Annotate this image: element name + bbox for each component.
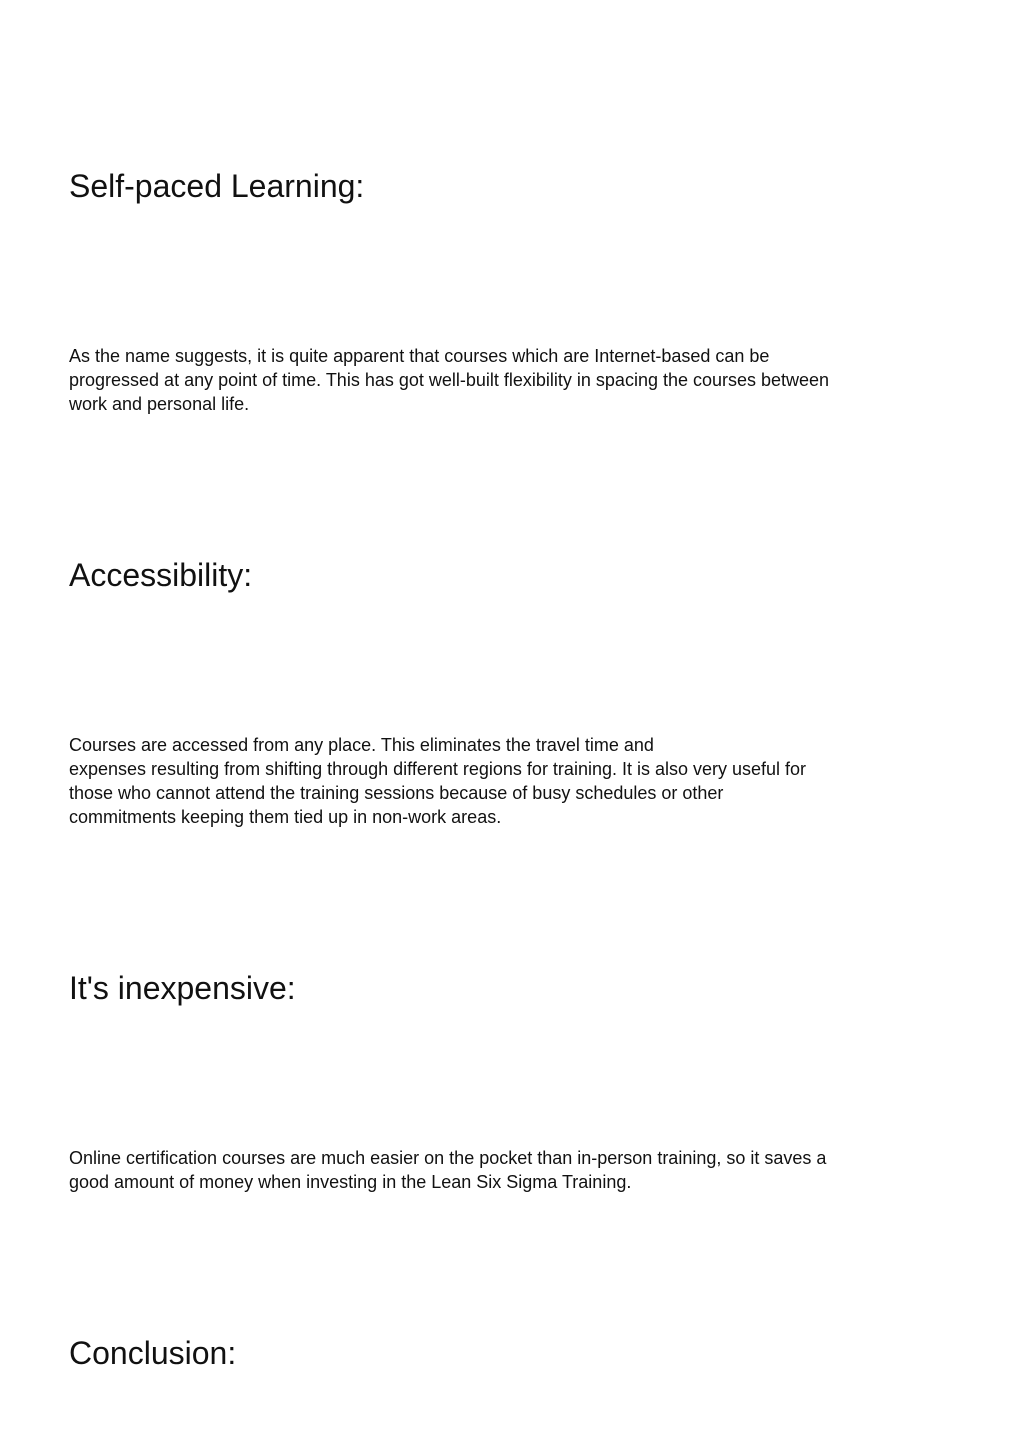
- section-body-accessibility: [69, 733, 959, 829]
- body-line: good amount of money when investing in the Lean Six Sigma Training.: [69, 1172, 632, 1192]
- body-line: progressed at any point of time. This has got well-built flexibility in spacing the courses between: [69, 370, 830, 390]
- section-heading-inexpensive: It's inexpensive:: [69, 970, 296, 1006]
- body-line: expenses resulting from shifting through different regions for training. It is also very useful for: [69, 759, 807, 779]
- section-heading-conclusion: Conclusion:: [69, 1335, 237, 1371]
- body-line: Online certification courses are much easier on the pocket than in-person training, so it saves a: [69, 1148, 827, 1168]
- section-heading-self-paced-learning: Self-paced Learning:: [69, 168, 365, 204]
- section-body-self-paced-learning: [69, 344, 959, 416]
- body-line: commitments keeping them tied up in non-work areas.: [69, 807, 502, 827]
- body-line: work and personal life.: [69, 394, 250, 414]
- body-line: those who cannot attend the training sessions because of busy schedules or other: [69, 783, 724, 803]
- body-line: Courses are accessed from any place. This eliminates the travel time and: [69, 735, 654, 755]
- section-body-inexpensive: [69, 1146, 959, 1194]
- section-heading-accessibility: Accessibility:: [69, 557, 253, 593]
- body-line: As the name suggests, it is quite apparent that courses which are Internet-based can be: [69, 346, 770, 366]
